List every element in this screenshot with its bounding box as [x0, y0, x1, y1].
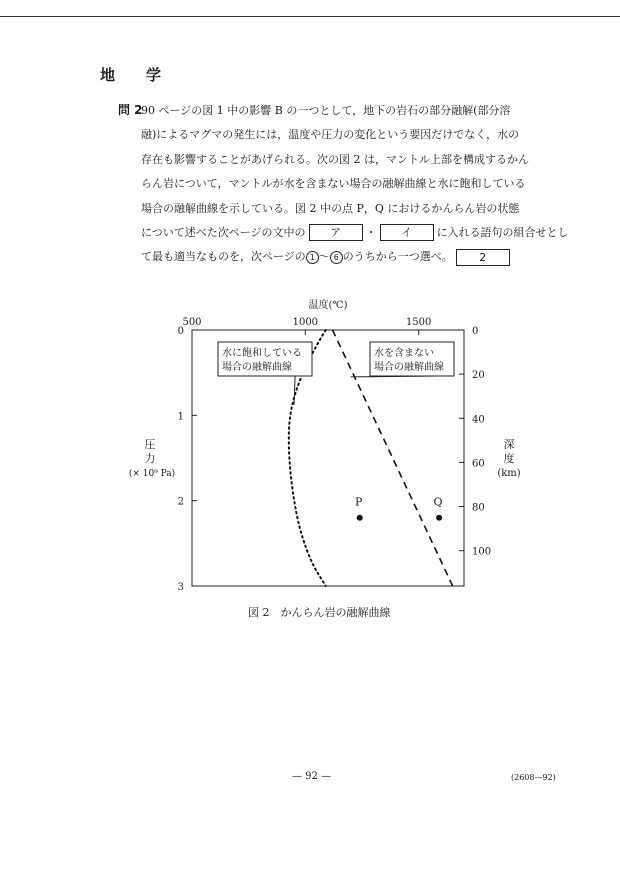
question-line: 場合の融解曲線を示している。図 2 中の点 P，Q におけるかんらん岩の状態 — [141, 201, 520, 215]
figure-2 — [128, 296, 521, 600]
wet-curve-callout — [218, 342, 312, 405]
question-line: 融)によるマグマの発生には，温度や圧力の変化という要因だけでなく，水の — [141, 128, 520, 142]
page-code: (2608—92) — [511, 773, 556, 782]
point-p-label: P — [355, 495, 363, 509]
question-text-fragment: に入れる語句の組合せとし — [436, 225, 569, 239]
depth-tick-label: 40 — [472, 414, 485, 426]
depth-tick-label: 0 — [472, 326, 479, 337]
depth-tick-label: 60 — [472, 458, 485, 470]
question-line: らん岩について，マントルが水を含まない場合の融解曲線と水に飽和している — [141, 177, 526, 191]
top-rule — [0, 16, 620, 17]
question-line: 存在も影響することがあげられる。次の図 2 は，マントル上部を構成するかん — [141, 152, 529, 166]
pressure-tick-label: 3 — [177, 582, 184, 593]
point-p — [357, 515, 363, 521]
pressure-tick-label: 0 — [177, 326, 184, 337]
dry-curve-callout — [351, 342, 454, 377]
question-text — [141, 99, 569, 270]
question-number: 問 2 — [118, 103, 143, 117]
point-q — [436, 515, 442, 521]
figure-caption: 図 2 かんらん岩の融解曲線 — [248, 606, 391, 619]
pressure-axis-label: 力 — [144, 452, 156, 465]
point-q-label: Q — [433, 495, 443, 509]
answer-number-box: 2 — [456, 249, 510, 266]
dry-curve-callout-text: 場合の融解曲線 — [374, 362, 444, 373]
depth-axis-label: 度 — [503, 452, 515, 465]
question-text-fragment: て最も適当なものを，次ページの — [141, 250, 306, 264]
x-tick-label: 1000 — [292, 317, 319, 328]
top-axis-label: 温度(℃) — [308, 300, 348, 311]
page-number: — 92 — — [292, 771, 332, 782]
dry-curve-callout-text: 水を含まない — [374, 348, 434, 359]
question-line-6 — [141, 221, 569, 245]
pressure-axis-label: 圧 — [144, 438, 156, 451]
dry-curve-callout-leader — [351, 376, 439, 377]
choice-first-circle: 1 — [306, 251, 319, 264]
question-line: 90 ページの図 1 中の影響 B の一つとして，地下の岩石の部分融解(部分溶 — [141, 104, 511, 117]
wet-curve-callout-text: 場合の融解曲線 — [222, 362, 292, 373]
choice-last-circle: 6 — [330, 251, 343, 264]
pressure-axis-unit: (× 10⁹ Pa) — [128, 469, 176, 479]
blank-a-box: ア — [309, 224, 363, 241]
blank-b-box: イ — [380, 224, 434, 241]
melting-curve-chart — [128, 296, 521, 596]
depth-tick-label: 20 — [472, 370, 485, 382]
wet-curve-callout-leader — [294, 376, 295, 405]
subject-heading: 地 学 — [100, 66, 170, 84]
question-text-fragment: のうちから一つ選べ。 — [342, 250, 453, 264]
depth-tick-label: 80 — [472, 502, 485, 514]
x-tick-label: 1500 — [405, 317, 432, 328]
depth-axis-label: 深 — [503, 438, 515, 451]
wet-curve-callout-text: 水に飽和している — [222, 348, 302, 359]
question-text-fragment: について述べた次ページの文中の — [141, 225, 306, 239]
pressure-tick-label: 1 — [177, 411, 184, 423]
depth-tick-label: 100 — [472, 546, 492, 558]
tilde: ～ — [318, 250, 330, 264]
x-tick-label: 500 — [182, 317, 202, 328]
separator-dot: ・ — [365, 225, 377, 239]
depth-axis-unit: (km) — [497, 468, 521, 479]
pressure-tick-label: 2 — [177, 496, 184, 508]
question-line-7 — [141, 245, 511, 269]
